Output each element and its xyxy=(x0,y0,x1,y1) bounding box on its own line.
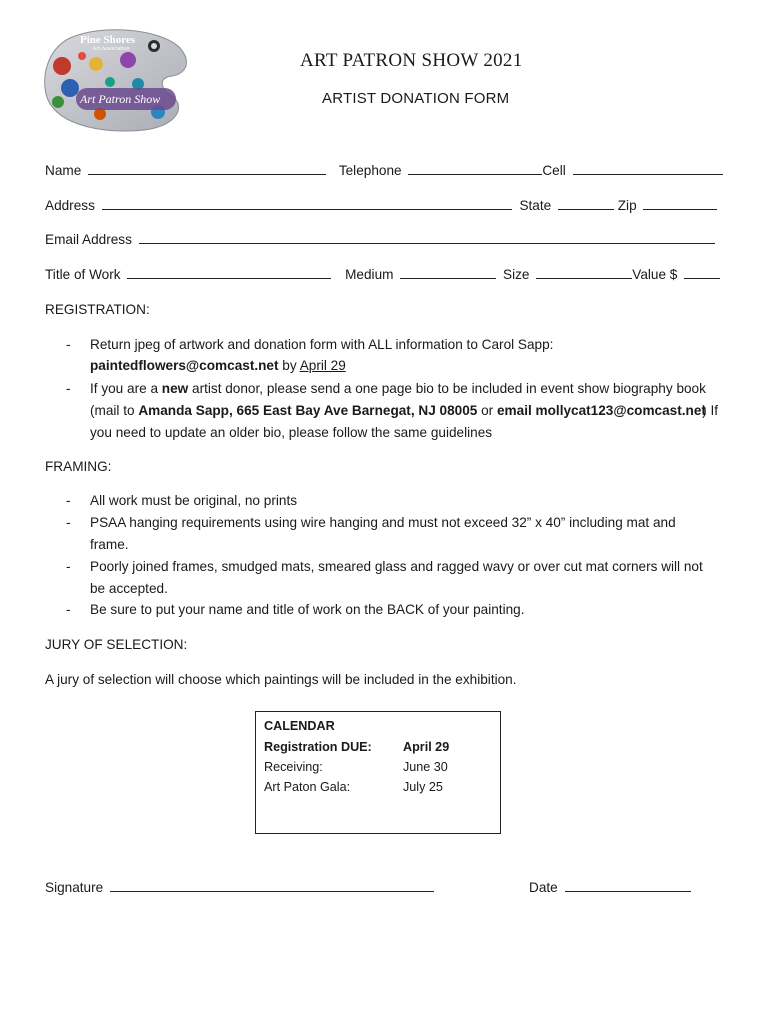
bullet-dash: - xyxy=(66,559,71,574)
calendar-label: Receiving: xyxy=(264,760,323,774)
mailing-address: Amanda Sapp, 665 East Bay Ave Barnegat, NJ 08005 xyxy=(138,403,478,418)
calendar-date: June 30 xyxy=(403,760,448,774)
email-field[interactable] xyxy=(139,231,715,244)
item2-or: or xyxy=(477,403,497,418)
title-of-work-field[interactable] xyxy=(127,266,331,279)
calendar-label: Registration DUE: xyxy=(264,740,372,754)
address-label: Address xyxy=(45,198,95,213)
item2-mid: artist donor, please send a one page bio to be included in event show biography book xyxy=(188,381,706,396)
value-field[interactable] xyxy=(684,266,720,279)
bullet-dash: - xyxy=(66,381,71,396)
calendar-date: July 25 xyxy=(403,780,443,794)
zip-label: Zip xyxy=(617,198,637,213)
logo-line1: Pine Shores xyxy=(80,34,136,46)
item2-if: ) If xyxy=(702,403,718,418)
email-label: Email Address xyxy=(45,232,132,247)
framing-item-cont: frame. xyxy=(90,537,129,552)
logo-banner: Art Patron Show xyxy=(80,92,161,106)
artwork-row xyxy=(45,266,720,284)
value-label: Value $ xyxy=(632,267,678,282)
signature-field[interactable] xyxy=(110,879,434,892)
by-text: by xyxy=(278,358,300,373)
registration-item-1 xyxy=(90,336,718,354)
registration-item-1-text: Return jpeg of artwork and donation form with ALL information to Carol Sapp: xyxy=(90,337,554,352)
registration-item-2 xyxy=(90,380,718,398)
calendar-heading: CALENDAR xyxy=(264,719,335,733)
date-field[interactable] xyxy=(565,879,691,892)
bullet-dash: - xyxy=(66,602,71,617)
jury-text: A jury of selection will choose which paintings will be included in the exhibition. xyxy=(45,672,517,687)
cell-label: Cell xyxy=(542,163,566,178)
registration-item-1-contact xyxy=(90,357,718,375)
calendar-box xyxy=(255,711,501,834)
medium-field[interactable] xyxy=(400,266,496,279)
telephone-label: Telephone xyxy=(338,163,402,178)
page-subtitle: ARTIST DONATION FORM xyxy=(322,90,510,107)
size-field[interactable] xyxy=(536,266,632,279)
state-label: State xyxy=(519,198,552,213)
email-row xyxy=(45,231,715,249)
cell-field[interactable] xyxy=(573,162,723,175)
size-label: Size xyxy=(503,267,530,282)
due-date: April 29 xyxy=(299,358,346,373)
state-field[interactable] xyxy=(558,197,614,210)
logo-line2: Art Association xyxy=(92,46,130,52)
address-field[interactable] xyxy=(102,197,512,210)
signature-label: Signature xyxy=(45,880,104,895)
framing-item: PSAA hanging requirements using wire hanging and must not exceed 32” x 40” including mat and xyxy=(90,515,676,530)
contact-email-link[interactable]: paintedflowers@comcast.net xyxy=(90,358,279,373)
logo xyxy=(40,26,192,134)
registration-item-2-line2 xyxy=(90,402,718,420)
medium-label: Medium xyxy=(345,267,394,282)
item2-new: new xyxy=(161,381,189,396)
bullet-dash: - xyxy=(66,493,71,508)
registration-item-2-line3: you need to update an older bio, please follow the same guidelines xyxy=(90,425,493,440)
framing-item: All work must be original, no prints xyxy=(90,493,298,508)
framing-heading: FRAMING: xyxy=(45,459,112,474)
address-row xyxy=(45,197,717,215)
zip-field[interactable] xyxy=(643,197,717,210)
framing-item-cont: be accepted. xyxy=(90,581,168,596)
title-of-work-label: Title of Work xyxy=(45,267,121,282)
signature-row xyxy=(45,879,434,897)
bullet-dash: - xyxy=(66,337,71,352)
calendar-date: April 29 xyxy=(403,740,450,754)
contact-row xyxy=(45,162,723,180)
framing-item: Be sure to put your name and title of work on the BACK of your painting. xyxy=(90,602,525,617)
registration-heading: REGISTRATION: xyxy=(45,302,150,317)
page-title: ART PATRON SHOW 2021 xyxy=(300,50,523,71)
date-row xyxy=(529,879,691,897)
bio-email-link[interactable]: email mollycat123@comcast.net xyxy=(496,403,706,418)
name-label: Name xyxy=(45,163,82,178)
calendar-label: Art Paton Gala: xyxy=(264,780,351,794)
item2-mail-pre: (mail to xyxy=(90,403,139,418)
name-field[interactable] xyxy=(88,162,326,175)
item2-pre: If you are a xyxy=(90,381,162,396)
framing-item: Poorly joined frames, smudged mats, smeared glass and ragged wavy or over cut mat corners will not xyxy=(90,559,703,574)
telephone-field[interactable] xyxy=(408,162,542,175)
bullet-dash: - xyxy=(66,515,71,530)
jury-heading: JURY OF SELECTION: xyxy=(45,637,188,652)
date-label: Date xyxy=(529,880,558,895)
